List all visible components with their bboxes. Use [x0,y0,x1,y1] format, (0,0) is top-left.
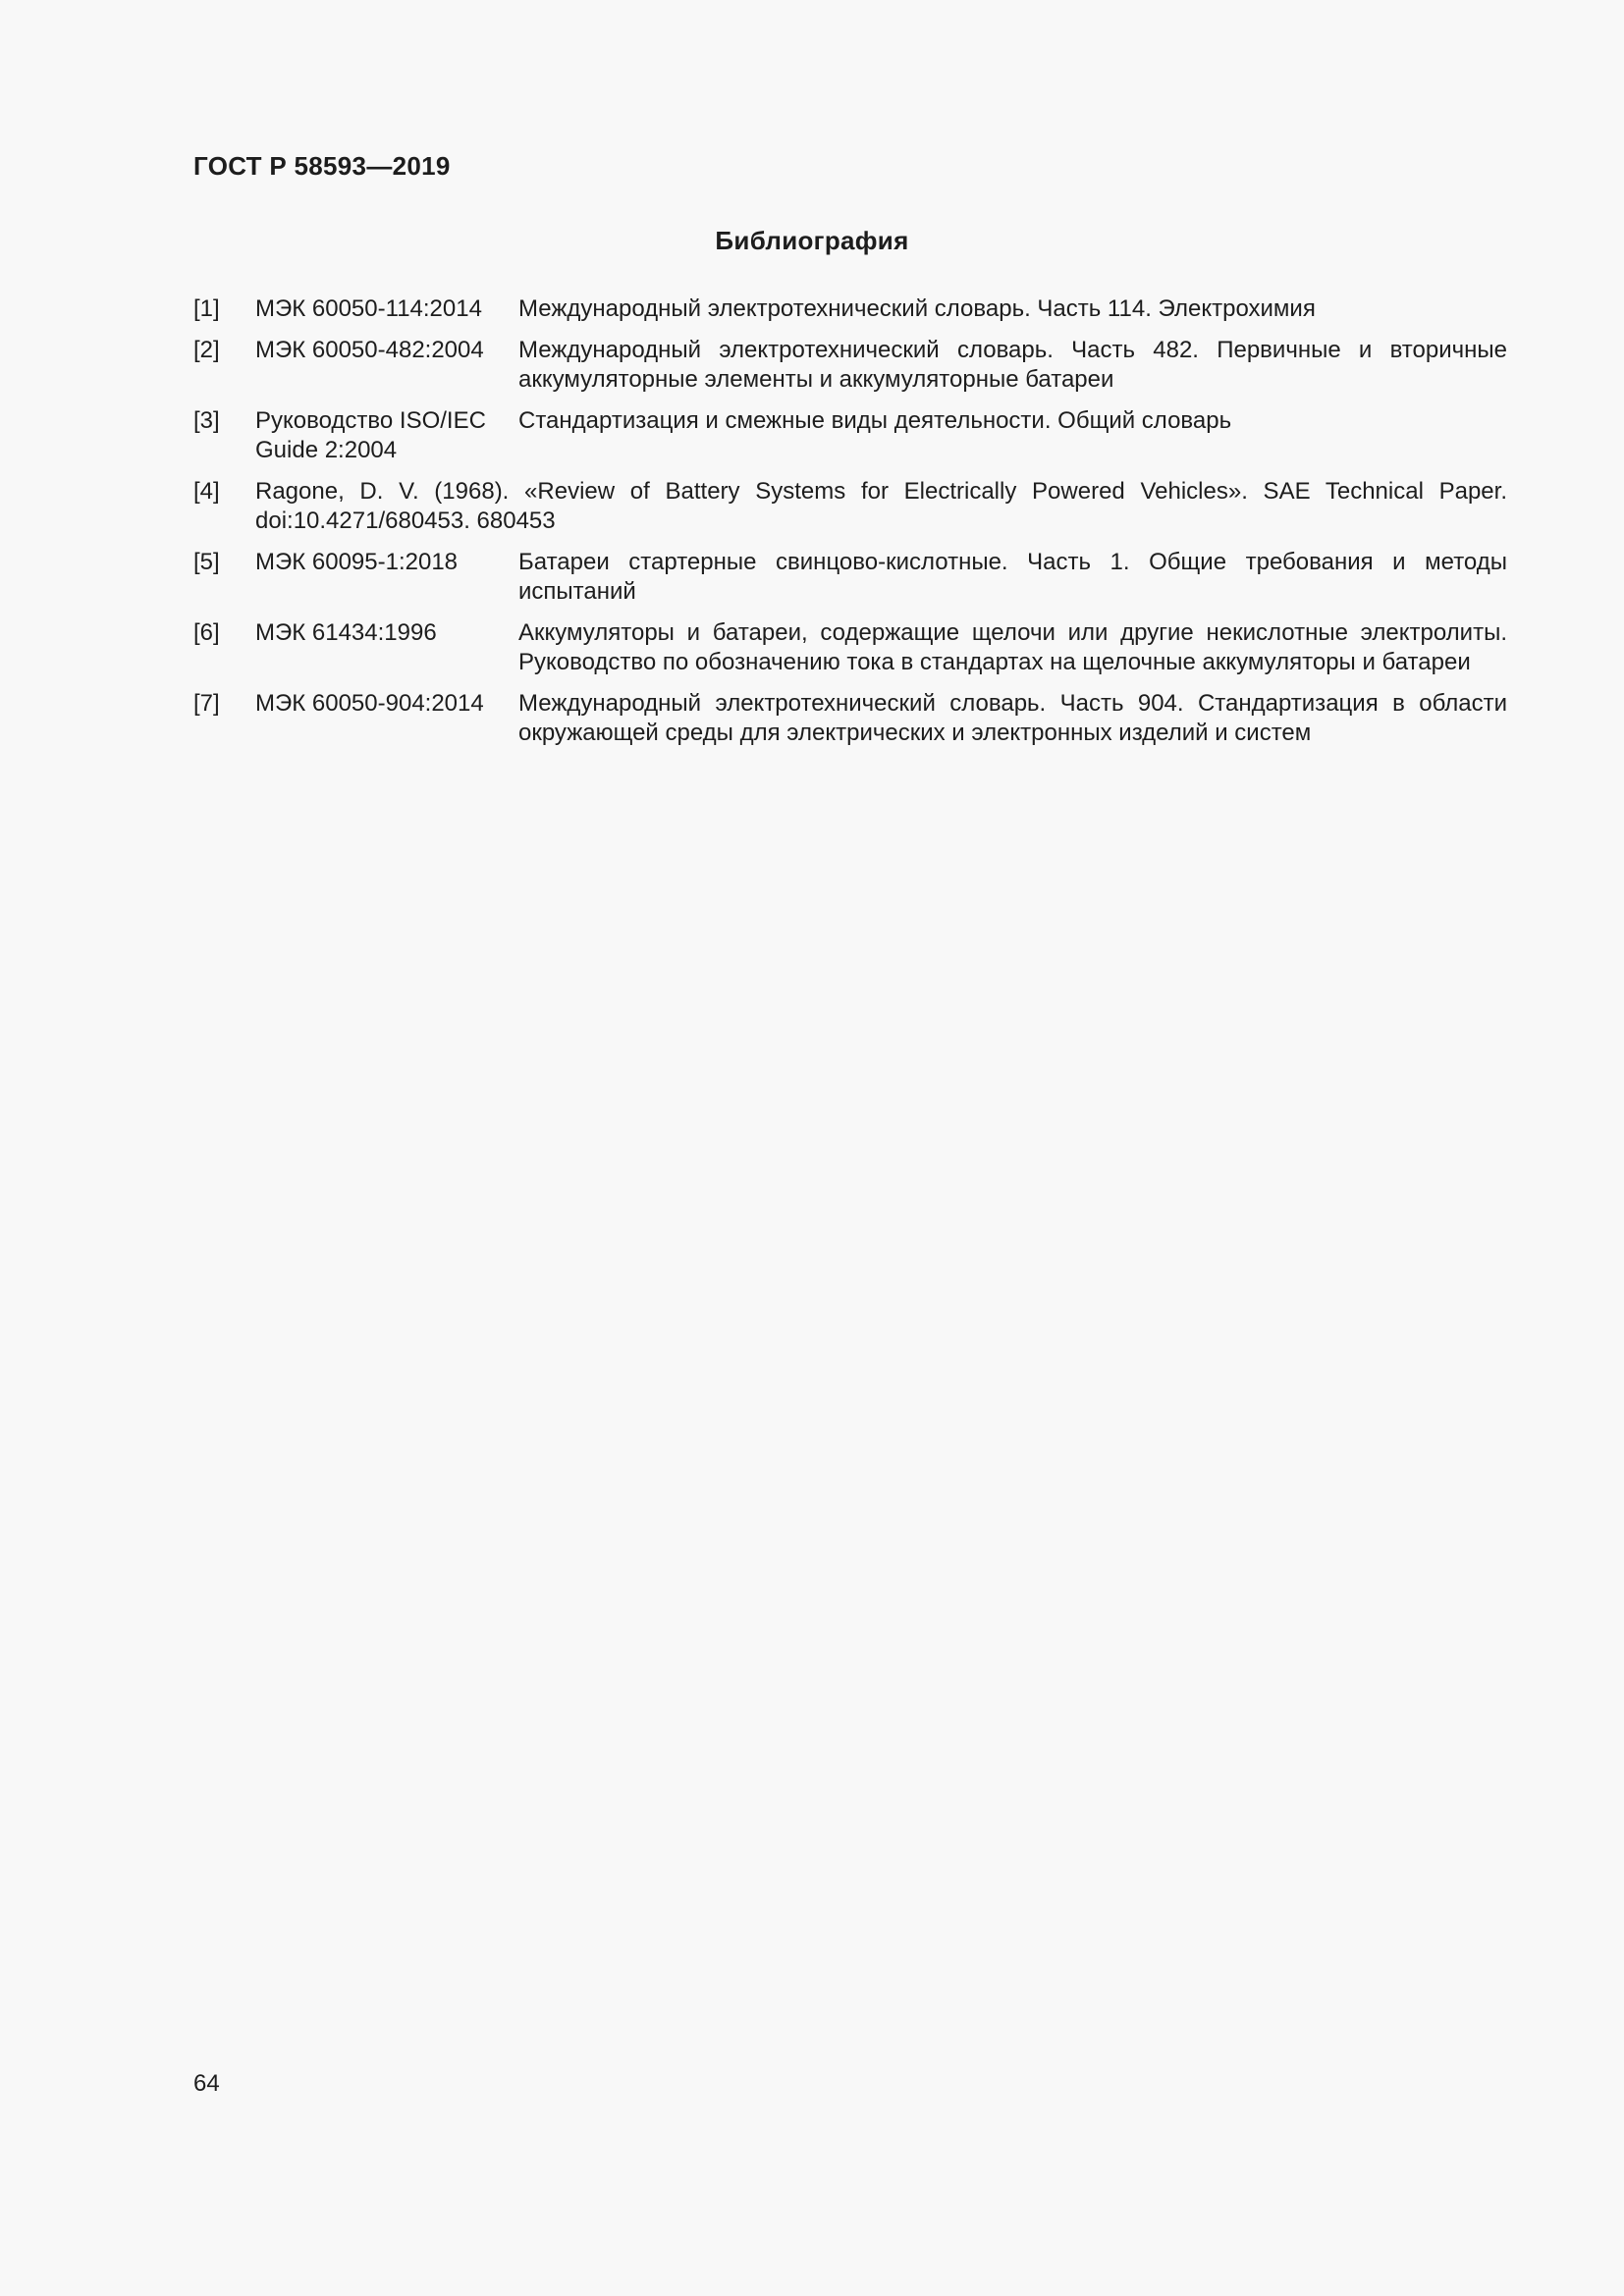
entry-number: [2] [193,337,220,363]
entry-full-citation: Ragone, D. V. (1968). «Review of Battery Systems for Electrically Powered Vehicles». SAE Technical Paper. doi:10.4271/680453. 680453 [255,478,1507,534]
entry-standard-code: МЭК 60050-114:2014 [255,295,482,322]
entry-number: [3] [193,407,220,434]
entry-number: [1] [193,295,220,322]
bibliography-entry-4 [193,477,1507,536]
entry-standard-code: Руководство ISO/IEC Guide 2:2004 [255,407,486,463]
entry-standard-code: МЭК 60050-482:2004 [255,337,484,363]
bibliography-list [193,294,1507,760]
entry-standard-code: МЭК 60050-904:2014 [255,690,484,717]
entry-title: Международный электротехнический словарь. Часть 482. Первичные и вторичные аккумуляторные элементы и аккумуляторные батареи [518,337,1507,393]
entry-title: Международный электротехнический словарь. Часть 904. Стандартизация в области окружающей среды для электрических и электронных изделий и систем [518,690,1507,746]
entry-title: Батареи стартерные свинцово-кислотные. Часть 1. Общие требования и методы испытаний [518,549,1507,605]
entry-title: Стандартизация и смежные виды деятельности. Общий словарь [518,407,1232,434]
entry-number: [5] [193,549,220,575]
entry-standard-code: МЭК 60095-1:2018 [255,549,459,575]
section-title: Библиография [715,226,909,255]
bibliography-entry-5 [193,548,1507,607]
entry-number: [7] [193,690,220,717]
entry-number: [4] [193,478,220,505]
bibliography-entry-7 [193,689,1507,748]
entry-title: Аккумуляторы и батареи, содержащие щелочи или другие некислотные электролиты. Руководство по обозначению тока в стандартах на щелочные аккумуляторы и батареи [518,619,1507,675]
entry-title: Международный электротехнический словарь. Часть 114. Электрохимия [518,295,1316,322]
bibliography-entry-1 [193,294,1507,324]
entry-number: [6] [193,619,220,646]
bibliography-entry-6 [193,618,1507,677]
entry-standard-code: МЭК 61434:1996 [255,619,437,646]
page-number: 64 [193,2070,220,2097]
bibliography-entry-2 [193,336,1507,395]
document-code: ГОСТ Р 58593—2019 [193,151,451,181]
bibliography-entry-3 [193,406,1507,465]
